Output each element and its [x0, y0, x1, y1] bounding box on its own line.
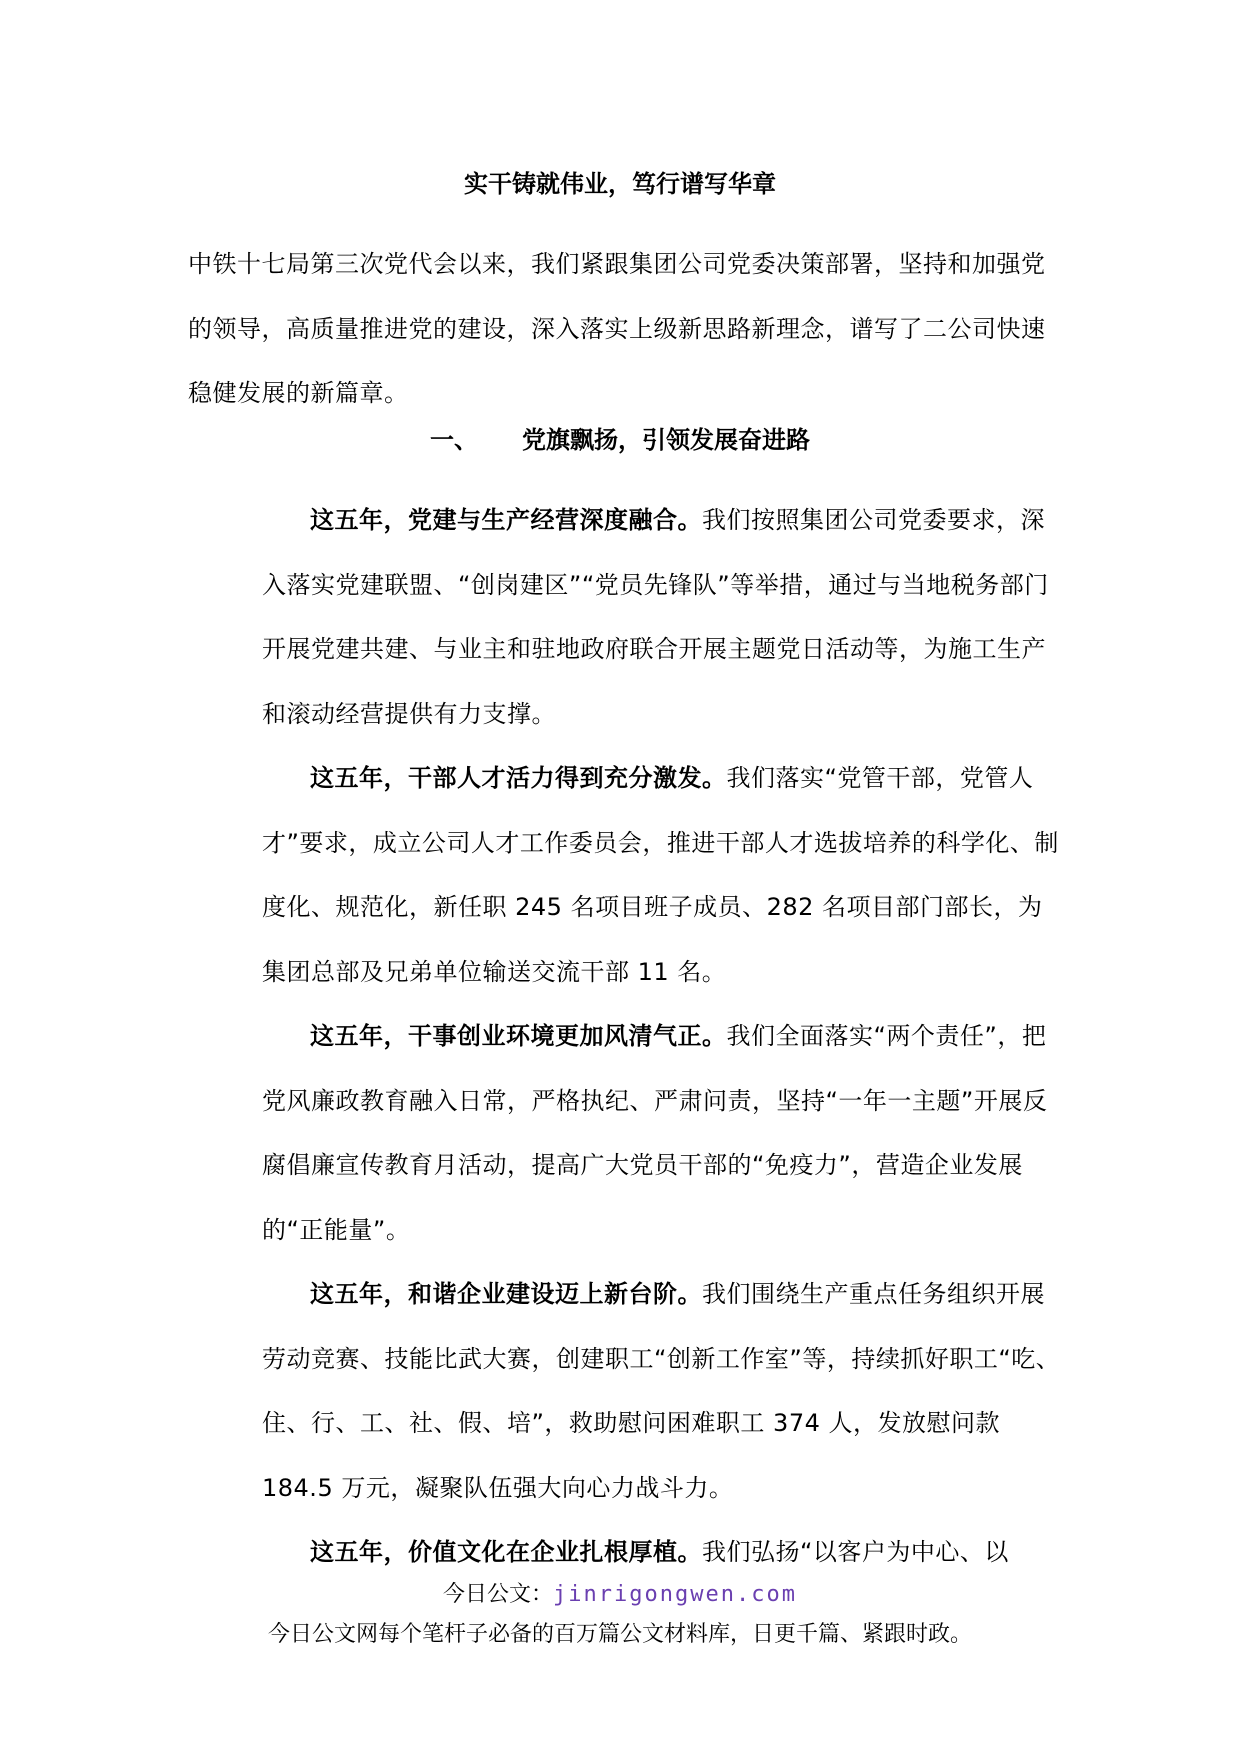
- footer-label: 今日公文：: [443, 1582, 554, 1607]
- footer-slogan: 今日公文网每个笔杆子必备的百万篇公文材料库，日更千篇、紧跟时政。: [267, 1622, 972, 1647]
- paragraph-text: 我们按照集团公司党委要求，深入落实党建联盟、“创岗建区”“党员先锋队”等举措，通过与当地税务部门开展党建共建、与业主和驻地政府联合开展主题党日活动等，为施工生产和滚动经营提供有力支撑。: [262, 506, 1049, 728]
- paragraph-text: 我们全面落实“两个责任”，把党风廉政教育融入日常，严格执纪、严肃问责，坚持“一年一主题”开展反腐倡廉宣传教育月活动，提高广大党员干部的“免疫力”，营造企业发展的“正能量”。: [262, 1022, 1048, 1244]
- paragraph-text: 我们落实“党管干部，党管人才”要求，成立公司人才工作委员会，推进干部人才选拔培养的科学化、制度化、规范化，新任职 245 名项目班子成员、282 名项目部门部长，为集团总部及兄弟单位输送交流干部 11 名。: [262, 764, 1059, 986]
- paragraph-text: 我们围绕生产重点任务组织开展劳动竞赛、技能比武大赛，创建职工“创新工作室”等，持续抓好职工“吃、住、行、工、社、假、培”，救助慰问困难职工 374 人，发放慰问款 184.5 万元，凝聚队伍强大向心力战斗力。: [262, 1280, 1061, 1502]
- document-title: 实干铸就伟业，笃行谱写华章: [464, 170, 776, 198]
- paragraph-text: 我们弘扬“以客户为中心、以: [702, 1538, 1009, 1566]
- section-heading: [0, 424, 1240, 456]
- paragraph-lead: 这五年，价值文化在企业扎根厚植。: [310, 1538, 702, 1566]
- paragraph-2: [262, 746, 1062, 1004]
- paragraph-lead: 这五年，和谐企业建设迈上新台阶。: [310, 1280, 702, 1308]
- section-title: 党旗飘扬，引领发展奋进路: [522, 426, 810, 454]
- paragraph-5: [262, 1520, 1062, 1585]
- paragraph-lead: 这五年，党建与生产经营深度融合。: [310, 506, 702, 534]
- section-body: [262, 488, 1062, 1585]
- paragraph-lead: 这五年，干事创业环境更加风清气正。: [310, 1022, 727, 1050]
- paragraph-1: [262, 488, 1062, 746]
- paragraph-lead: 这五年，干部人才活力得到充分激发。: [310, 764, 727, 792]
- footer-source: [0, 1580, 1240, 1610]
- paragraph-4: [262, 1262, 1062, 1520]
- footer-url-link[interactable]: jinrigongwen.com: [553, 1582, 797, 1607]
- section-number: 一、: [430, 426, 478, 454]
- paragraph-3: [262, 1004, 1062, 1262]
- intro-paragraph: 中铁十七局第三次党代会以来，我们紧跟集团公司党委决策部署，坚持和加强党的领导，高质量推进党的建设，深入落实上级新思路新理念，谱写了二公司快速稳健发展的新篇章。: [188, 250, 1046, 407]
